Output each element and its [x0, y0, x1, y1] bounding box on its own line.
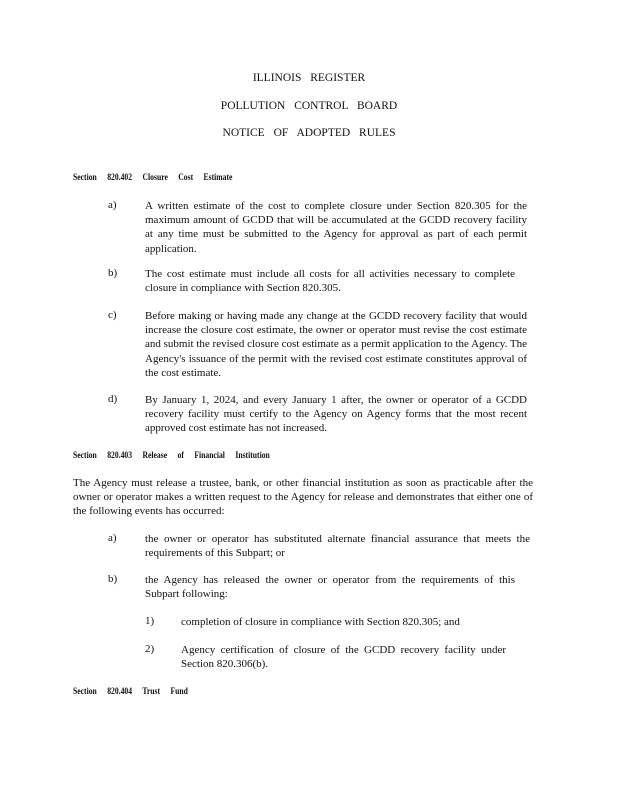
subitem-label-1: 1) [145, 615, 155, 627]
header-board: POLLUTION CONTROL BOARD [220, 100, 398, 112]
section-heading-820-404: Section 820.404 Trust Fund [73, 686, 188, 696]
item-label-b: b) [108, 573, 118, 585]
item-label-a: a) [108, 199, 117, 211]
item-label-a: a) [108, 532, 117, 544]
subitem-text-1: completion of closure in compliance with Section 820.305; and [181, 616, 460, 628]
subitem-text-2: Agency certification of closure of the GCDD recovery facility under Section 820.306(b). [181, 644, 506, 671]
item-text-a: the owner or operator has substituted alternate financial assurance that meets the requirements of this Subpart; or [145, 533, 530, 560]
section-intro-820-403: The Agency must release a trustee, bank, or other financial institution as soon as practicable after the owner or operator makes a written request to the Agency for release and demonstrates that either one of the following events has occurred: [73, 477, 533, 518]
section-heading-820-402: Section 820.402 Closure Cost Estimate [73, 172, 233, 182]
item-text-a: A written estimate of the cost to complete closure under Section 820.305 for the maximum amount of GCDD that will be accumulated at the GCDD recovery facility at any time must be submitted to the Agency for approval as part of each permit application. [145, 200, 527, 255]
section-heading-820-403: Section 820.403 Release of Financial Institution [73, 450, 270, 460]
subitem-label-2: 2) [145, 643, 155, 655]
item-text-d: By January 1, 2024, and every January 1 after, the owner or operator of a GCDD recovery facility must certify to the Agency on Agency forms that the most recent approved cost estimate has not increased. [145, 394, 527, 435]
item-text-c: Before making or having made any change at the GCDD recovery facility that would increase the closure cost estimate, the owner or operator must revise the cost estimate and submit the revised closure cost estimate as a permit application to the Agency. The Agency's issuance of the permit with the revised cost estimate constitutes approval of the cost estimate. [145, 310, 527, 379]
header-register: ILLINOIS REGISTER [252, 72, 366, 84]
item-text-b: the Agency has released the owner or operator from the requirements of this Subpart following: [145, 574, 515, 601]
header-notice: NOTICE OF ADOPTED RULES [222, 127, 396, 139]
item-label-b: b) [108, 267, 118, 279]
item-text-b: The cost estimate must include all costs for all activities necessary to complete closure in compliance with Section 820.305. [145, 268, 515, 295]
item-label-d: d) [108, 393, 118, 405]
item-label-c: c) [108, 309, 117, 321]
